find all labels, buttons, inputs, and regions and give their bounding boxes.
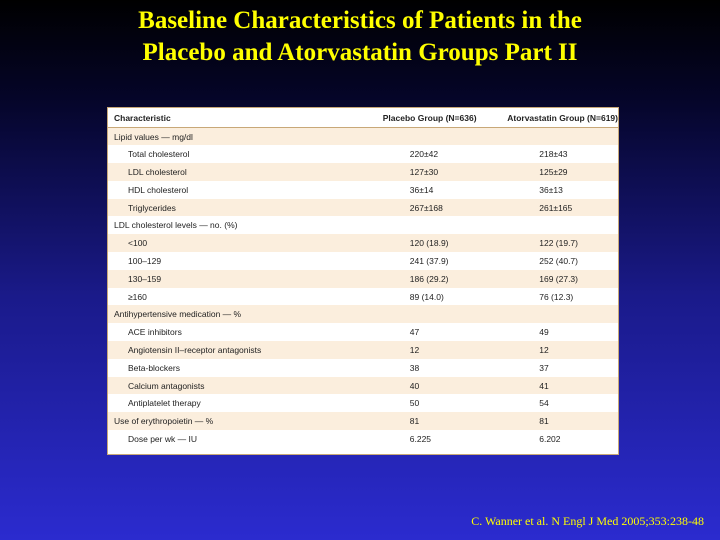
atorvastatin-value [501, 128, 618, 146]
row-label: Dose per wk — IU [128, 433, 197, 444]
table-row [108, 270, 618, 288]
row-label: 100–129 [128, 255, 162, 266]
placebo-value: 6.225 [409, 433, 432, 444]
table-row [108, 199, 618, 217]
placebo-value: 36±14 [409, 184, 434, 195]
atorvastatin-value: 41 [501, 377, 618, 395]
table-row [108, 128, 618, 146]
atorvastatin-value: 261±165 [501, 199, 618, 217]
atorvastatin-value: 54 [539, 398, 549, 409]
atorvastatin-value: 122 (19.7) [501, 234, 618, 252]
table-row [108, 252, 618, 270]
table-row [108, 394, 618, 412]
table-row [108, 341, 618, 359]
table-row [108, 430, 618, 448]
slide-title-line-2: Placebo and Atorvastatin Groups Part II [142, 39, 578, 66]
placebo-value: 186 (29.2) [377, 270, 501, 288]
table-row [108, 305, 618, 323]
row-label: Antihypertensive medication — % [108, 305, 377, 323]
row-label: Antiplatelet therapy [128, 398, 201, 409]
table-row [108, 181, 618, 199]
row-label: <100 [108, 234, 377, 252]
atorvastatin-value: 81 [501, 412, 618, 430]
table-row [108, 377, 618, 395]
header-atorvastatin: Atorvastatin Group (N=619) [501, 108, 618, 128]
slide-title [0, 5, 720, 69]
atorvastatin-value: 169 (27.3) [501, 270, 618, 288]
row-label: Beta-blockers [128, 362, 180, 373]
atorvastatin-value: 49 [539, 327, 549, 338]
placebo-value: 220±42 [409, 149, 439, 160]
header-characteristic: Characteristic [108, 108, 377, 128]
placebo-value: 89 (14.0) [409, 291, 444, 302]
row-label: Total cholesterol [128, 149, 190, 160]
row-label: LDL cholesterol [108, 163, 377, 181]
atorvastatin-value: 37 [539, 362, 549, 373]
slide-title-line-1: Baseline Characteristics of Patients in the [138, 7, 582, 34]
placebo-value: 50 [409, 398, 420, 409]
table-row [108, 216, 618, 234]
placebo-value: 38 [409, 362, 420, 373]
header-placebo: Placebo Group (N=636) [377, 108, 501, 128]
baseline-table-panel [107, 107, 619, 455]
row-label: LDL cholesterol levels — no. (%) [114, 220, 238, 231]
row-label: Calcium antagonists [108, 377, 377, 395]
citation: C. Wanner et al. N Engl J Med 2005;353:238-48 [471, 514, 704, 528]
row-label: Triglycerides [108, 199, 377, 217]
table-row [108, 359, 618, 377]
placebo-value: 127±30 [377, 163, 501, 181]
atorvastatin-value: 6.202 [539, 433, 561, 444]
placebo-value: 81 [377, 412, 501, 430]
atorvastatin-value: 252 (40.7) [539, 255, 578, 266]
row-label: Angiotensin II–receptor antagonists [108, 341, 377, 359]
row-label: Use of erythropoietin — % [108, 412, 377, 430]
row-label: HDL cholesterol [128, 184, 189, 195]
table-row [108, 234, 618, 252]
row-label: Lipid values — mg/dl [108, 128, 377, 146]
atorvastatin-value [501, 305, 618, 323]
baseline-table [108, 108, 618, 448]
table-row [108, 323, 618, 341]
placebo-value: 267±168 [377, 199, 501, 217]
row-label: 130–159 [108, 270, 377, 288]
placebo-value [377, 128, 501, 146]
placebo-value: 241 (37.9) [409, 255, 449, 266]
placebo-value [377, 216, 501, 234]
atorvastatin-value: 76 (12.3) [539, 291, 574, 302]
table-row [108, 412, 618, 430]
placebo-value [377, 305, 501, 323]
atorvastatin-value: 125±29 [501, 163, 618, 181]
atorvastatin-value: 36±13 [539, 184, 563, 195]
table-row [108, 163, 618, 181]
row-label: ACE inhibitors [128, 327, 182, 338]
row-label: ≥160 [128, 291, 147, 302]
atorvastatin-value [501, 216, 618, 234]
placebo-value: 40 [377, 377, 501, 395]
table-row [108, 145, 618, 163]
atorvastatin-value: 12 [501, 341, 618, 359]
atorvastatin-value: 218±43 [539, 149, 568, 160]
placebo-value: 47 [409, 327, 420, 338]
placebo-value: 12 [377, 341, 501, 359]
table-header-row [108, 108, 618, 128]
placebo-value: 120 (18.9) [377, 234, 501, 252]
table-row [108, 288, 618, 306]
